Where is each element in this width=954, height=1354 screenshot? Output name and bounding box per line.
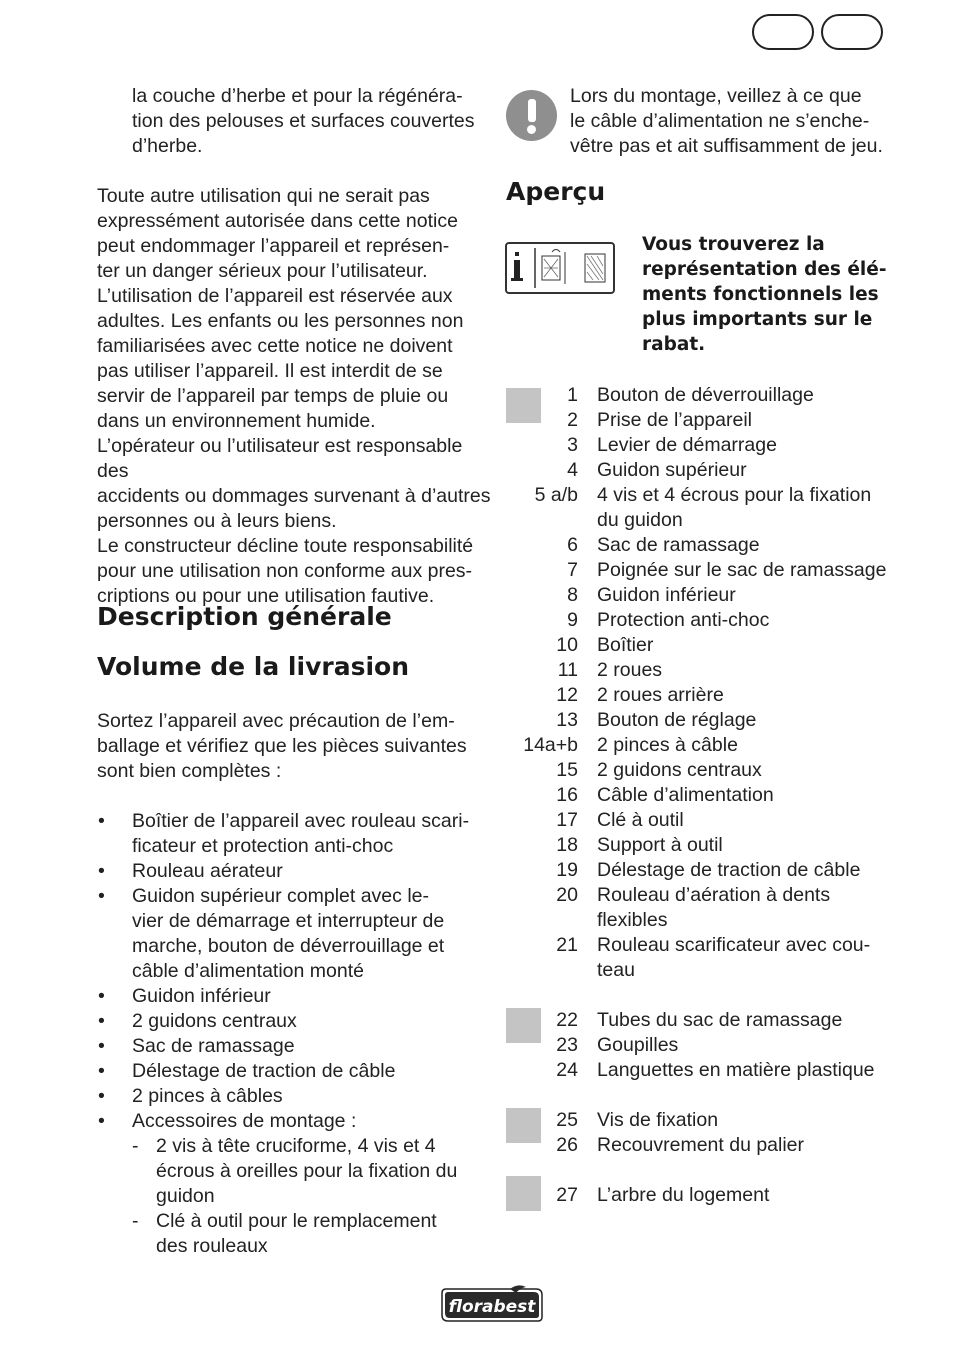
part-label: [597, 683, 897, 708]
part-label-line: Guidon supérieur: [597, 459, 747, 481]
part-row: [506, 608, 897, 633]
part-label: [597, 833, 897, 858]
text-line: L’opérateur ou l’utilisateur est responsable des: [97, 435, 463, 482]
list-item-text: • 2 pinces à câbles: [132, 1085, 283, 1107]
text-line: criptions ou pour une utilisation fautive.: [97, 585, 435, 607]
part-label-line: Câble d’alimentation: [597, 784, 774, 806]
part-label-line: Prise de l’appareil: [597, 409, 753, 431]
parts-list: [506, 1008, 897, 1083]
text-line: personnes ou à leurs biens.: [97, 510, 337, 532]
part-number: 14a+b: [523, 734, 578, 756]
part-label-line: Languettes en matière plastique: [597, 1059, 875, 1081]
list-item: [97, 1009, 497, 1034]
info-book-icon: [505, 242, 615, 294]
part-label: [597, 1058, 897, 1083]
part-label-line: Bouton de déverrouillage: [597, 384, 814, 406]
text-line: le câble d’alimentation ne s’enche-: [570, 110, 870, 132]
part-row: [506, 933, 897, 983]
part-number: 15: [556, 759, 578, 781]
part-label: [597, 858, 897, 883]
part-label: [597, 1108, 897, 1133]
part-number: 26: [556, 1134, 578, 1156]
part-number: 19: [556, 859, 578, 881]
part-row: [506, 883, 897, 933]
part-row: [506, 1058, 897, 1083]
part-number: 2: [567, 409, 578, 431]
part-number: 18: [556, 834, 578, 856]
list-item: [97, 884, 497, 984]
part-number: 3: [567, 434, 578, 456]
part-label: [597, 433, 897, 458]
part-number: 27: [556, 1184, 578, 1206]
part-label-line: Goupilles: [597, 1034, 679, 1056]
text-line: représentation des élé-: [642, 259, 887, 280]
part-label-line: Tubes du sac de ramassage: [597, 1009, 843, 1031]
part-label: [597, 1183, 897, 1208]
language-badges: [752, 14, 883, 50]
list-item-text: • 2 guidons centraux: [132, 1010, 297, 1032]
part-label-line: Rouleau scarificateur avec cou-: [597, 934, 871, 956]
text-line: ter un danger sérieux pour l’utilisateur.: [97, 260, 428, 282]
text-line: Vous trouverez la: [642, 234, 825, 255]
part-label-line: teau: [597, 959, 635, 981]
part-number: 20: [556, 884, 578, 906]
info-note: [642, 232, 912, 357]
list-item: [97, 1109, 497, 1259]
text-line: ments fonctionnels les: [642, 284, 879, 305]
part-number: 16: [556, 784, 578, 806]
part-label: [597, 733, 897, 758]
part-number: 22: [556, 1009, 578, 1031]
text-line: d’herbe.: [132, 135, 203, 157]
text-line: tion des pelouses et surfaces couvertes: [132, 110, 475, 132]
part-row: [506, 833, 897, 858]
part-row: [506, 808, 897, 833]
text-line: familiarisées avec cette notice ne doivent: [97, 335, 453, 357]
part-label: [597, 783, 897, 808]
part-number: 6: [567, 534, 578, 556]
part-row: [506, 383, 897, 408]
part-label: [597, 483, 897, 533]
part-label: [597, 758, 897, 783]
part-label-line: Guidon inférieur: [597, 584, 736, 606]
list-item-text: • Guidon inférieur: [132, 985, 271, 1007]
part-number: 17: [556, 809, 578, 831]
part-number: 23: [556, 1034, 578, 1056]
part-label: [597, 533, 897, 558]
text-line: pour une utilisation non conforme aux pres-: [97, 560, 473, 582]
list-item-text: • Guidon supérieur complet avec le-: [132, 885, 429, 907]
intro-paragraph: [132, 84, 482, 159]
part-row: [506, 658, 897, 683]
part-label-line: Support à outil: [597, 834, 723, 856]
part-number: 11: [557, 659, 578, 681]
part-row: [506, 458, 897, 483]
warning-icon: [506, 90, 557, 141]
parts-list: [506, 1183, 897, 1208]
list-item-text: - 2 vis à tête cruciforme, 4 vis et 4: [156, 1135, 436, 1157]
part-number: 24: [556, 1059, 578, 1081]
part-row: [506, 708, 897, 733]
text-line: plus importants sur le: [642, 309, 873, 330]
part-number: 12: [556, 684, 578, 706]
usage-paragraph: [97, 184, 497, 609]
part-label: [597, 458, 897, 483]
list-item-text: marche, bouton de déverrouillage et: [132, 935, 445, 957]
part-row: [506, 858, 897, 883]
list-item-text: écrous à oreilles pour la fixation du: [156, 1160, 458, 1182]
part-label-line: 4 vis et 4 écrous pour la fixation: [597, 484, 872, 506]
part-label: [597, 1133, 897, 1158]
text-line: vêtre pas et ait suffisamment de jeu.: [570, 135, 883, 157]
parts-list: [506, 383, 897, 983]
list-item-text: • Rouleau aérateur: [132, 860, 283, 882]
part-row: [506, 558, 897, 583]
sub-list-item: [132, 1209, 497, 1259]
part-label-line: 2 roues arrière: [597, 684, 724, 706]
part-number: 5 a/b: [534, 484, 578, 506]
part-number: 25: [556, 1109, 578, 1131]
text-line: Le constructeur décline toute responsabilité: [97, 535, 474, 557]
part-label-line: Levier de démarrage: [597, 434, 777, 456]
language-badge: [752, 14, 814, 50]
section-heading: Aperçu: [506, 177, 606, 206]
unpack-paragraph: [97, 709, 497, 784]
section-heading: Description générale: [97, 602, 392, 631]
text-line: accidents ou dommages survenant à d’autres: [97, 485, 491, 507]
text-line: adultes. Les enfants ou les personnes non: [97, 310, 464, 332]
list-item: [97, 1034, 497, 1059]
part-label-line: L’arbre du logement: [597, 1184, 770, 1206]
part-number: 13: [556, 709, 578, 731]
part-row: [506, 1033, 897, 1058]
part-label-line: Recouvrement du palier: [597, 1134, 805, 1156]
part-label-line: Poignée sur le sac de ramassage: [597, 559, 887, 581]
part-label: [597, 383, 897, 408]
text-line: dans un environnement humide.: [97, 410, 376, 432]
part-row: [506, 1183, 897, 1208]
part-number: 9: [567, 609, 578, 631]
part-number: 7: [567, 559, 578, 581]
svg-text:florabest: florabest: [448, 1297, 536, 1317]
part-label-line: Clé à outil: [597, 809, 684, 831]
part-label: [597, 608, 897, 633]
part-row: [506, 1133, 897, 1158]
sub-list: [132, 1134, 497, 1259]
part-number: 1: [567, 384, 578, 406]
part-row: [506, 633, 897, 658]
part-label-line: Bouton de réglage: [597, 709, 757, 731]
part-label: [597, 883, 897, 933]
part-number: 4: [567, 459, 578, 481]
text-line: la couche d’herbe et pour la régénéra-: [132, 85, 463, 107]
text-line: sont bien complètes :: [97, 760, 282, 782]
part-label-line: Vis de fixation: [597, 1109, 719, 1131]
part-label: [597, 1008, 897, 1033]
part-label-line: 2 guidons centraux: [597, 759, 762, 781]
part-label: [597, 658, 897, 683]
part-label: [597, 408, 897, 433]
text-line: L’utilisation de l’appareil est réservée aux: [97, 285, 453, 307]
delivery-list: [97, 809, 497, 1259]
list-item: [97, 984, 497, 1009]
part-label-line: flexibles: [597, 909, 668, 931]
text-line: ballage et vérifiez que les pièces suivantes: [97, 735, 467, 757]
section-heading: Volume de la livrasion: [97, 652, 409, 681]
part-label-line: Délestage de traction de câble: [597, 859, 861, 881]
list-item: [97, 809, 497, 859]
list-item: [97, 1059, 497, 1084]
part-label: [597, 633, 897, 658]
text-line: rabat.: [642, 334, 706, 355]
list-item-text: des rouleaux: [156, 1235, 268, 1257]
part-label-line: Protection anti-choc: [597, 609, 770, 631]
part-row: [506, 583, 897, 608]
part-row: [506, 483, 897, 533]
part-row: [506, 1108, 897, 1133]
warning-note: [570, 84, 910, 159]
list-item-text: vier de démarrage et interrupteur de: [132, 910, 445, 932]
part-label: [597, 708, 897, 733]
part-row: [506, 1008, 897, 1033]
part-label-line: Boîtier: [597, 634, 654, 656]
part-number: 8: [567, 584, 578, 606]
list-item: [97, 859, 497, 884]
part-row: [506, 783, 897, 808]
language-badge: [821, 14, 883, 50]
florabest-logo: [438, 1285, 548, 1325]
list-item-text: ficateur et protection anti-choc: [132, 835, 394, 857]
text-line: servir de l’appareil par temps de pluie ou: [97, 385, 449, 407]
part-number: 10: [556, 634, 578, 656]
list-item-text: • Sac de ramassage: [132, 1035, 295, 1057]
part-row: [506, 533, 897, 558]
list-item-text: • Délestage de traction de câble: [132, 1060, 396, 1082]
text-line: Sortez l’appareil avec précaution de l’em-: [97, 710, 455, 732]
text-line: Toute autre utilisation qui ne serait pas: [97, 185, 430, 207]
part-number: 21: [556, 934, 578, 956]
part-label: [597, 933, 897, 983]
part-label: [597, 1033, 897, 1058]
part-label: [597, 583, 897, 608]
text-line: peut endommager l’appareil et représen-: [97, 235, 450, 257]
list-item-text: - Clé à outil pour le remplacement: [156, 1210, 437, 1232]
part-label-line: 2 pinces à câble: [597, 734, 738, 756]
list-item-text: guidon: [156, 1185, 215, 1207]
text-line: expressément autorisée dans cette notice: [97, 210, 458, 232]
part-row: [506, 758, 897, 783]
list-item-text: câble d’alimentation monté: [132, 960, 364, 982]
parts-list: [506, 1108, 897, 1158]
part-row: [506, 433, 897, 458]
part-label-line: Sac de ramassage: [597, 534, 760, 556]
part-row: [506, 408, 897, 433]
part-label: [597, 558, 897, 583]
part-row: [506, 733, 897, 758]
list-item-text: • Boîtier de l’appareil avec rouleau scari-: [132, 810, 470, 832]
text-line: Lors du montage, veillez à ce que: [570, 85, 862, 107]
part-label: [597, 808, 897, 833]
part-row: [506, 683, 897, 708]
part-label-line: 2 roues: [597, 659, 663, 681]
list-item: [97, 1084, 497, 1109]
text-line: pas utiliser l’appareil. Il est interdit de se: [97, 360, 443, 382]
part-label-line: du guidon: [597, 509, 683, 531]
list-item-text: • Accessoires de montage :: [132, 1110, 357, 1132]
sub-list-item: [132, 1134, 497, 1209]
part-label-line: Rouleau d’aération à dents: [597, 884, 831, 906]
